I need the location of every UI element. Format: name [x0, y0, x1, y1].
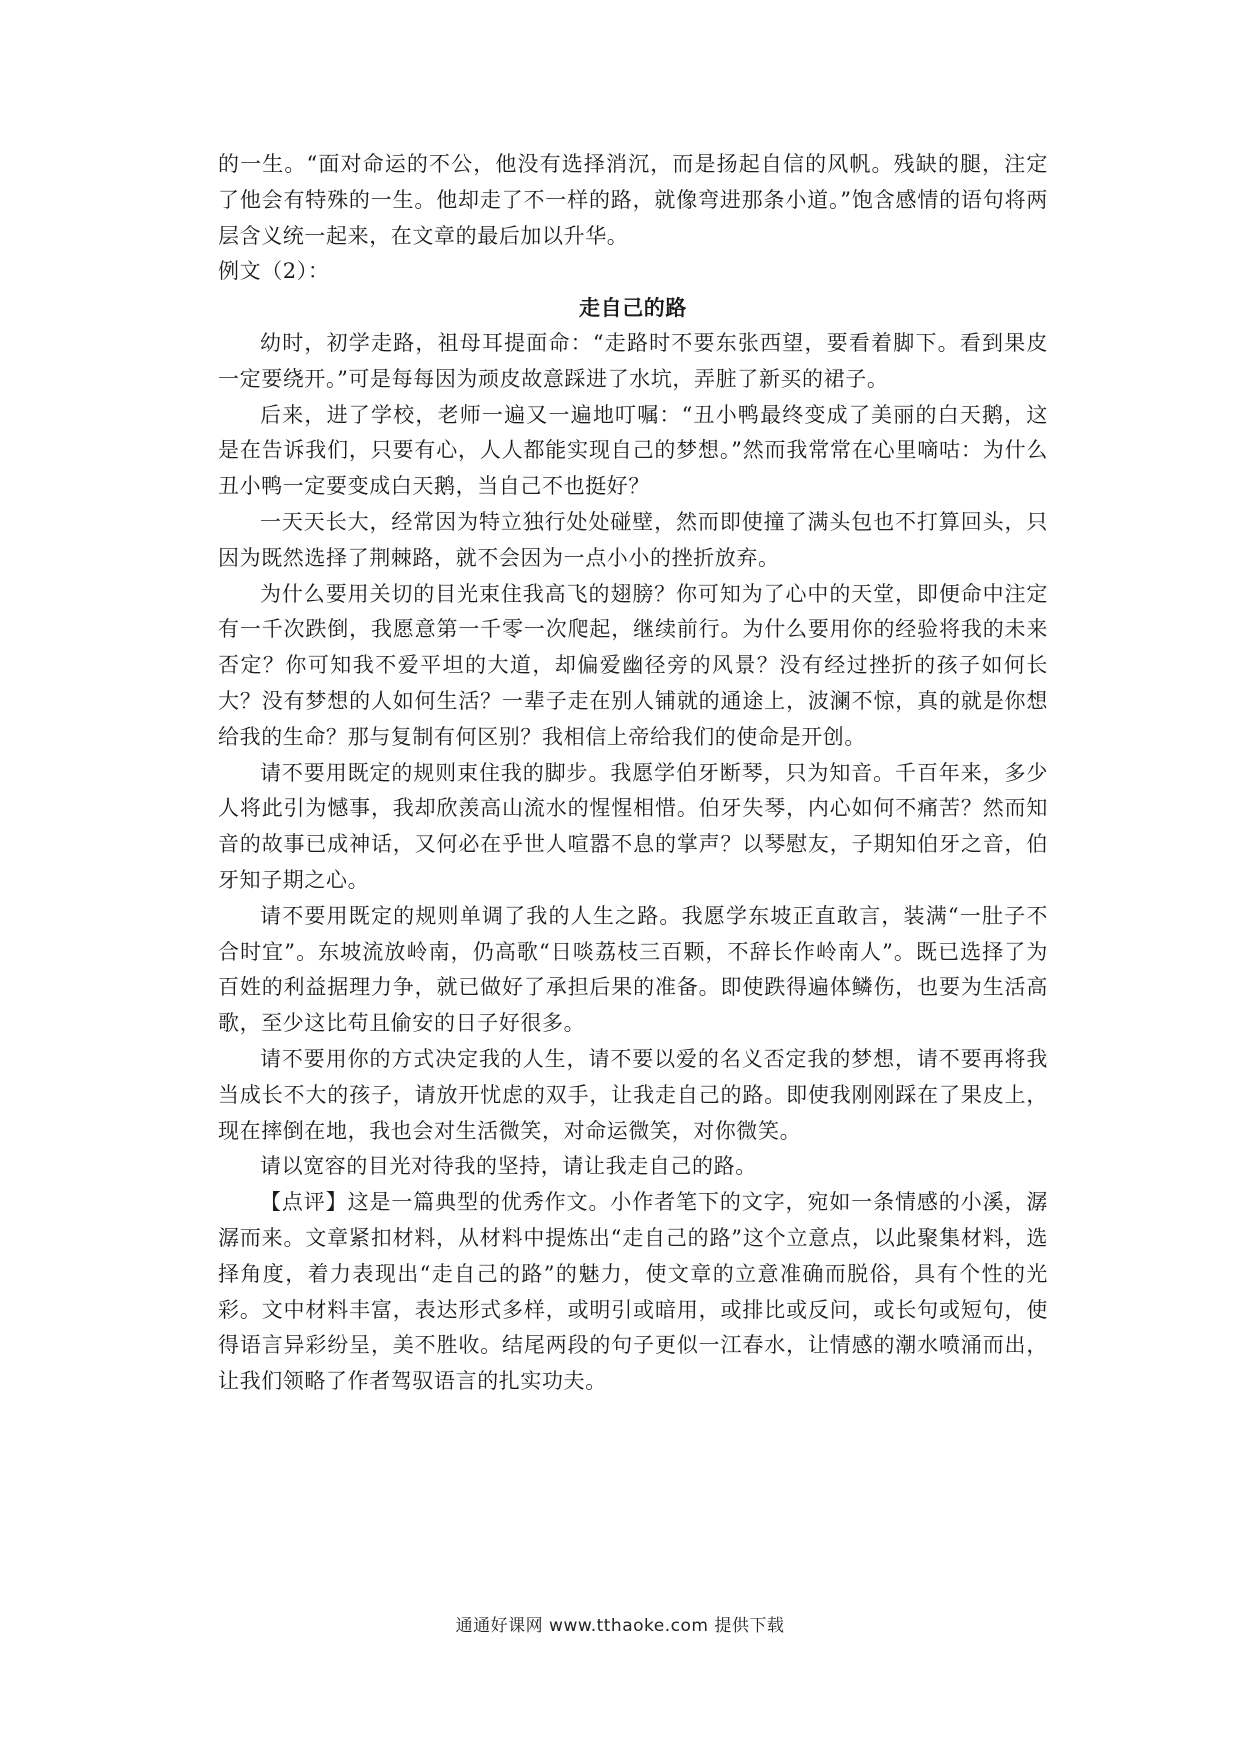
paragraph: 请以宽容的目光对待我的坚持，请让我走自己的路。 [260, 1154, 757, 1179]
document-body [218, 147, 1048, 1400]
paragraph: 为什么要用关切的目光束住我高飞的翅膀？你可知为了心中的天堂，即便命中注定有一千次跌倒，我愿意第一千零一次爬起，继续前行。为什么要用你的经验将我的未来否定？你可知我不爱平坦的大道，却偏爱幽径旁的风景？没有经过挫折的孩子如何长大？没有梦想的人如何生活？一辈子走在别人铺就的通途上，波澜不惊，真的就是你想给我的生命？那与复制有何区别？我相信上帝给我们的使命是开创。 [218, 581, 1048, 749]
essay-title: 走自己的路 [579, 295, 687, 321]
paragraph: 后来，进了学校，老师一遍又一遍地叮嘱：“丑小鸭最终变成了美丽的白天鹅，这是在告诉我们，只要有心，人人都能实现自己的梦想。”然而我常常在心里嘀咕：为什么丑小鸭一定要变成白天鹅，当自己不也挺好？ [218, 402, 1048, 499]
paragraph: 请不要用既定的规则单调了我的人生之路。我愿学东坡正直敢言，装满“一肚子不合时宜”。东坡流放岭南，仍高歌“日啖荔枝三百颗，不辞长作岭南人”。既已选择了为百姓的利益据理力争，就已做好了承担后果的准备。即使跌得遍体鳞伤，也要为生活高歌，至少这比苟且偷安的日子好很多。 [218, 903, 1048, 1036]
paragraph: 一天天长大，经常因为特立独行处处碰壁，然而即使撞了满头包也不打算回头，只因为既然选择了荆棘路，就不会因为一点小小的挫折放弃。 [218, 509, 1048, 570]
paragraph: 请不要用既定的规则束住我的脚步。我愿学伯牙断琴，只为知音。千百年来，多少人将此引为憾事，我却欣羡高山流水的惺惺相惜。伯牙失琴，内心如何不痛苦？然而知音的故事已成神话，又何必在乎世人喧嚣不息的掌声？以琴慰友，子期知伯牙之音，伯牙知子期之心。 [218, 760, 1048, 892]
paragraph: 请不要用你的方式决定我的人生，请不要以爱的名义否定我的梦想，请不要再将我当成长不大的孩子，请放开忧虑的双手，让我走自己的路。即使我刚刚踩在了果皮上，现在摔倒在地，我也会对生活微笑，对命运微笑，对你微笑。 [218, 1046, 1048, 1143]
page-footer: 通通好课网 www.tthaoke.com 提供下载 [455, 1616, 785, 1636]
paragraph: 幼时，初学走路，祖母耳提面命：“走路时不要东张西望，要看着脚下。看到果皮一定要绕开。”可是每每因为顽皮故意踩进了水坑，弄脏了新买的裙子。 [218, 330, 1048, 391]
paragraph-continuation: 的一生。“面对命运的不公，他没有选择消沉，而是扬起自信的风帆。残缺的腿，注定了他会有特殊的一生。他却走了不一样的路，就像弯进那条小道。”饱含感情的语句将两层含义统一起来，在文章的最后加以升华。 [218, 152, 1048, 248]
example-heading: 例文（2）： [218, 259, 330, 284]
commentary-paragraph: 【点评】这是一篇典型的优秀作文。小作者笔下的文字，宛如一条情感的小溪，潺潺而来。文章紧扣材料，从材料中提炼出“走自己的路”这个立意点，以此聚集材料，选择角度，着力表现出“走自己的路”的魅力，使文章的立意准确而脱俗，具有个性的光彩。文中材料丰富，表达形式多样，或明引或暗用，或排比或反问，或长句或短句，使得语言异彩纷呈，美不胜收。结尾两段的句子更似一江春水，让情感的潮水喷涌而出，让我们领略了作者驾驭语言的扎实功夫。 [218, 1190, 1048, 1394]
